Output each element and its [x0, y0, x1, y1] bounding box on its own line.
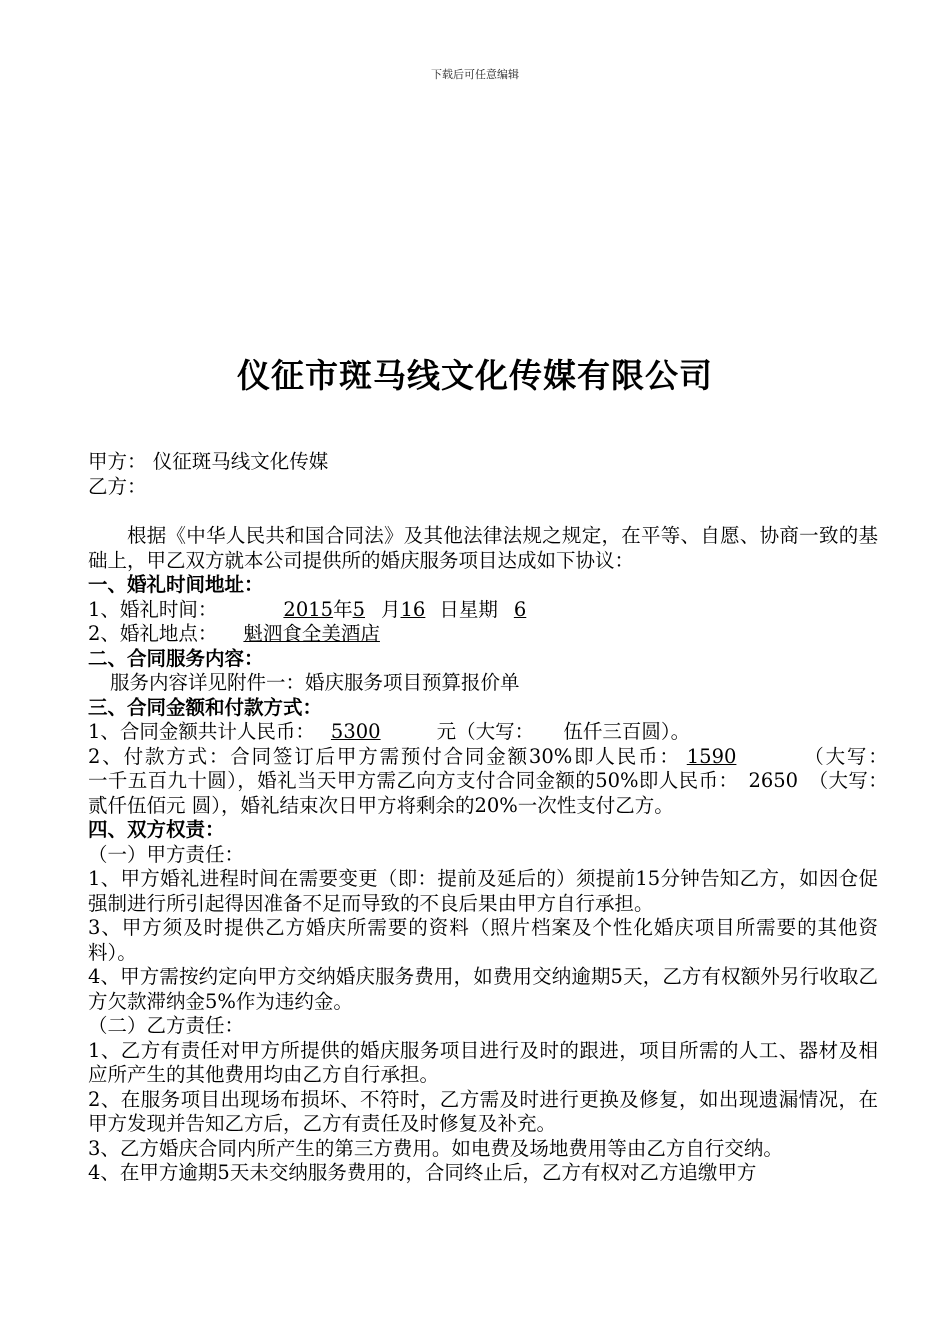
contract-amount-line [88, 720, 878, 745]
wedding-time-label: 1、婚礼时间： [88, 597, 218, 621]
wedding-place-label: 2、婚礼地点： [88, 622, 218, 645]
party-b-duty-item: 3、乙方婚庆合同内所产生的第三方费用。如电费及场地费用等由乙方自行交纳。 [88, 1136, 783, 1160]
party-b-duty-item: 2、在服务项目出现场布损坏、不符时，乙方需及时进行更换及修复，如出现遗漏情况，在甲方发现并告知乙方后，乙方有责任及时修复及补充。 [88, 1087, 878, 1135]
parties-block [88, 450, 878, 499]
party-b-duty-item: 1、乙方有责任对甲方所提供的婚庆服务项目进行及时的跟进，项目所需的人工、器材及相应所产生的其他费用均由乙方自行承担。 [88, 1038, 878, 1086]
section-4-heading: 四、双方权责： [88, 818, 225, 841]
party-a-duty-item: 1、甲方婚礼进程时间在需要变更（即：提前及延后的）须提前15分钟告知乙方，如因仓促强制进行所引起得因准备不足而导致的不良后果由甲方自行承担。 [88, 867, 878, 915]
wedding-day: 16 [400, 597, 426, 621]
party-a-duty-item: 4、甲方需按约定向甲方交纳婚庆服务费用，如费用交纳逾期5天，乙方有权额外另行收取乙方欠款滞纳金5%作为违约金。 [88, 965, 878, 1013]
intro-paragraph: 根据《中华人民共和国合同法》及其他法律法规之规定，在平等、自愿、协商一致的基础上，甲乙双方就本公司提供所的婚庆服务项目达成如下协议： [88, 524, 878, 572]
page-title: 仪征市斑马线文化传媒有限公司 [237, 356, 713, 395]
wedding-place: 魁泗食全美酒店 [243, 622, 380, 645]
payment-terms [88, 744, 918, 819]
party-b: 乙方： [88, 474, 147, 498]
wedding-place-line [88, 622, 878, 647]
prepay-amount: 1590 [686, 744, 737, 768]
section-1-heading: 一、婚礼时间地址： [88, 573, 264, 596]
contract-amount-label: 1、合同金额共计人民币： [88, 720, 315, 743]
party-a-duties-heading: （一）甲方责任： [88, 842, 245, 866]
payment-lead: 2、付款方式：合同签订后甲方需预付合同金额30%即人民币： [88, 744, 681, 768]
payment-rest: （大写： 一千五百九十圆），婚礼当天甲方需乙向方支付合同金额的50%即人民币： 2650 （大写： 贰仟伍佰元 圆），婚礼结束次日甲方将剩余的20%一次性支付乙方。 [88, 744, 918, 817]
service-content: 服务内容详见附件一：婚庆服务项目预算报价单 [110, 671, 520, 694]
wedding-time-line [88, 598, 878, 623]
wedding-weekday: 6 [513, 597, 527, 621]
party-b-duties-heading: （二）乙方责任： [88, 1014, 245, 1037]
month-unit: 月 [381, 597, 401, 621]
contract-body [88, 524, 918, 1186]
section-3-heading: 三、合同金额和付款方式： [88, 695, 323, 719]
wedding-month: 5 [352, 597, 365, 621]
wedding-year: 2015 [283, 597, 334, 621]
year-unit: 年 [333, 597, 353, 621]
header-note: 下载后可任意编辑 [431, 68, 519, 81]
section-2-heading: 二、合同服务内容： [88, 646, 264, 670]
contract-amount-words: 元（大写： 伍仟三百圆）。 [436, 720, 691, 743]
contract-amount: 5300 [330, 720, 381, 743]
party-a: 甲方： 仪征斑马线文化传媒 [88, 450, 329, 473]
party-b-duty-item: 4、在甲方逾期5天未交纳服务费用的，合同终止后，乙方有权对乙方追缴甲方 [88, 1161, 757, 1184]
party-a-duty-item: 3、甲方须及时提供乙方婚庆所需要的资料（照片档案及个性化婚庆项目所需要的其他资料）。 [88, 916, 878, 964]
day-unit: 日星期 [439, 597, 498, 621]
